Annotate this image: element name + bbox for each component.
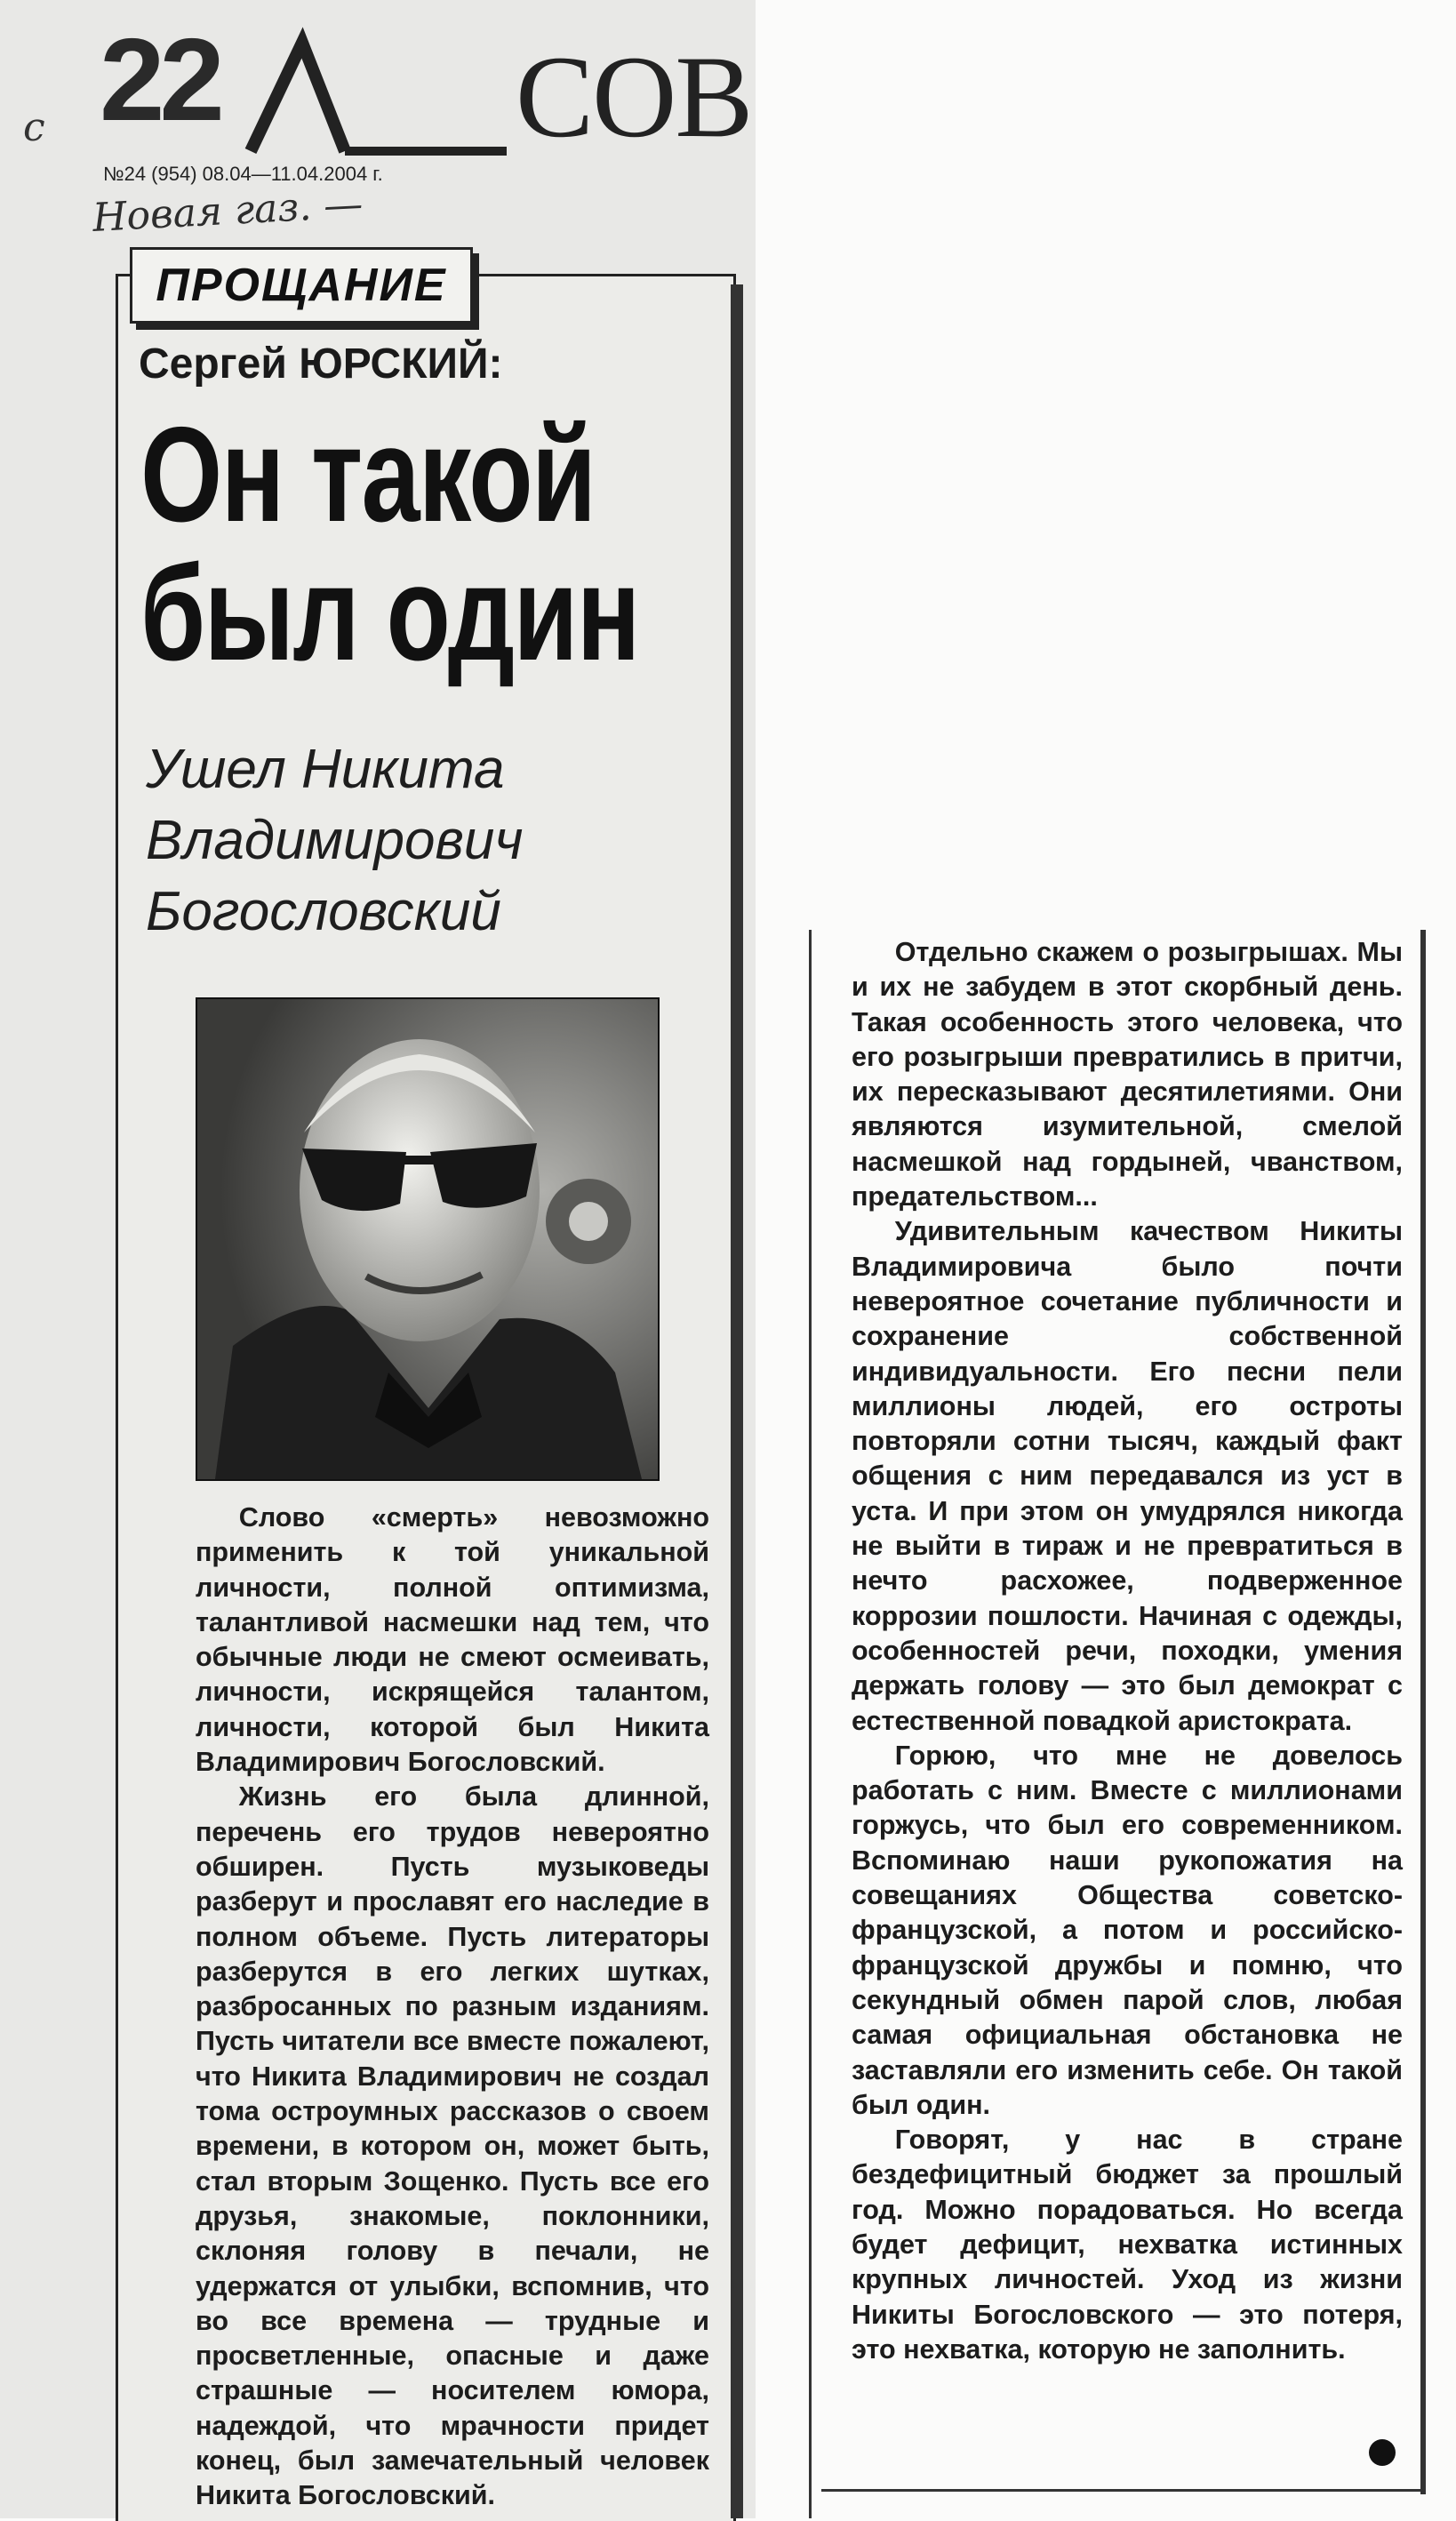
paragraph: Слово «смерть» невозможно применить к той уникальной личности, полной оптимизма, талантливой насмешки над тем, что обычные люди не смеют осмеивать, личности, искрящейся талантом, личности, которой был Никита Владимирович Богословский. <box>196 1502 709 1778</box>
subheadline-line: Богословский <box>146 881 501 942</box>
handwritten-mark: с <box>23 105 45 150</box>
right-column-border <box>809 930 812 2518</box>
paragraph: Говорят, у нас в стране бездефицитный бюджет за прошлый год. Можно порадоваться. Но всегда будет дефицит, нехватка истинных крупных личностей. Уход из жизни Никиты Богословского — это потеря, это нехватка, которую не заполнить. <box>852 2125 1403 2365</box>
article-body-left-column <box>196 1501 709 2514</box>
frame-shadow <box>731 284 743 2518</box>
portrait-photo <box>196 997 660 1481</box>
paragraph: Горюю, что мне не довелось работать с ним. Вместе с миллионами горжусь, что был его современником. Вспоминаю наши рукопожатия на совещаниях Общества советско-французской, а потом и российско-французской дружбы и помню, что секундный обмен парой слов, любая самая официальная обстановка не заставляли его изменить себе. Он такой был один. <box>852 1740 1403 2120</box>
right-column-border <box>1420 930 1426 2494</box>
headline-line: был один <box>140 538 639 689</box>
rubric-label: ПРОЩАНИЕ <box>130 247 473 324</box>
end-of-article-mark <box>1369 2439 1396 2466</box>
paragraph: Удивительным качеством Никиты Владимировича было почти невероятное сочетание публичности и сохранение собственной индивидуальности. Его песни пели миллионы людей, его остроты повторяли сотни тысяч, каждый факт общения с ним передавался из уст в уста. И при этом он умудрялся никогда не выйти в тираж и не превратиться в нечто расхожее, подверженное коррозии пошлости. Начиная с одежды, особенностей речи, походки, умения держать голову — это был демократ с естественной повадкой аристократа. <box>852 1216 1403 1736</box>
paragraph: Жизнь его была длинной, перечень его трудов невероятно обширен. Пусть музыковеды разберут и прославят его наследие в полном объеме. Пусть литераторы разберутся в его легких шутках, разбросанных по разным изданиям. Пусть читатели все вместе пожалеют, что Никита Владимирович не создал тома остроумных рассказов о своем времени, в котором он, может быть, стал вторым Зощенко. Пусть все его друзья, знакомые, поклонники, склоняя голову в печали, не удержатся от улыбки, вспомнив, что во все времена — трудные и просветленные, опасные и даже страшные — носителем юмора, надеждой, что мрачности придет конец, был замечательный человек Никита Богословский. <box>196 1781 709 2511</box>
headline <box>140 399 639 689</box>
masthead: СОВ <box>516 31 752 162</box>
subheadline <box>146 734 715 948</box>
article-author: Сергей ЮРСКИЙ: <box>139 340 503 388</box>
paragraph: Отдельно скажем о розыгрышах. Мы и их не забудем в этот скорбный день. Такая особенность этого человека, что его розыгрыши превратились в притчи, их пересказывают десятилетиями. Они являются изумительной, смелой насмешкой над гордыней, чванством, предательством... <box>852 937 1403 1212</box>
issue-date: №24 (954) 08.04—11.04.2004 г. <box>103 163 383 185</box>
newspaper-logo-graphic <box>240 18 524 169</box>
handwritten-note: Новая газ. — <box>91 181 364 241</box>
portrait-illustration <box>197 999 658 1479</box>
article-body-right-column <box>852 935 1403 2367</box>
subheadline-line: Владимирович <box>146 810 524 871</box>
subheadline-line: Ушел Никита <box>146 739 505 800</box>
page-number: 22 <box>100 14 220 145</box>
right-column-border <box>821 2489 1422 2492</box>
headline-line: Он такой <box>140 399 596 550</box>
